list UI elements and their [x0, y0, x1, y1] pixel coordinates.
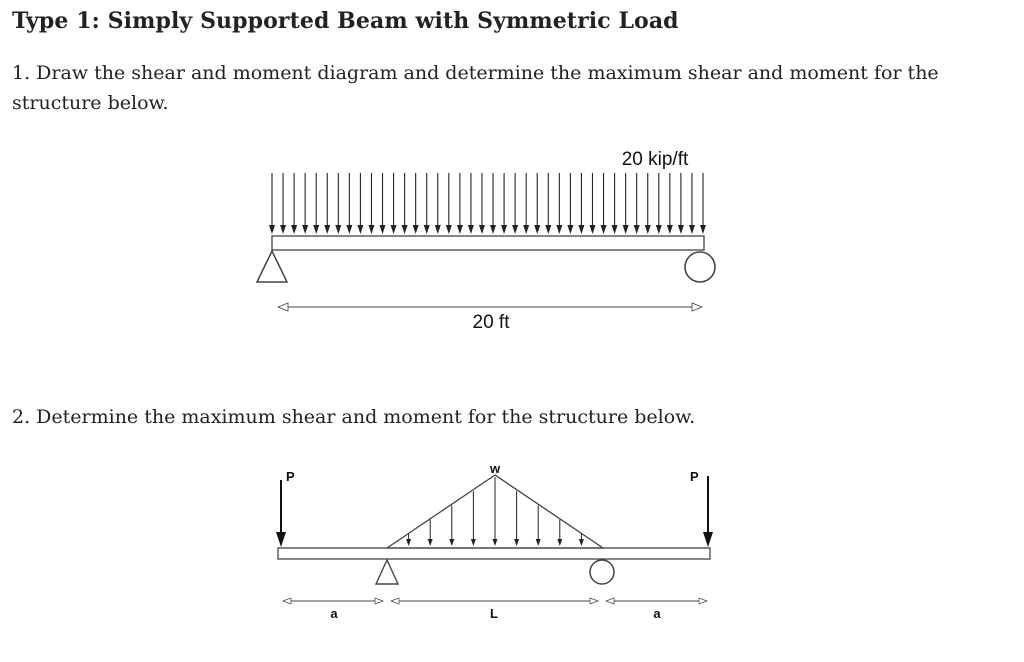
dimension-lines-2: [283, 598, 707, 604]
pin-support-2: [376, 560, 398, 584]
beam-2: [278, 548, 710, 559]
peak-load-label: w: [489, 461, 501, 476]
problem-2-statement: 2. Determine the maximum shear and moment for the structure below.: [12, 406, 696, 428]
right-point-load-label: P: [690, 469, 699, 484]
problem-1-statement: 1. Draw the shear and moment diagram and determine the maximum shear and moment for the structure below.: [12, 62, 939, 114]
load-label-1: 20 kip/ft: [621, 149, 689, 170]
left-point-load-label: P: [286, 469, 295, 484]
left-point-load-arrow: [276, 480, 286, 547]
span-label-1: 20 ft: [472, 312, 510, 333]
span-label-2: L: [490, 606, 498, 621]
page-title: Type 1: Simply Supported Beam with Symmetric Load: [12, 8, 679, 34]
roller-support-2: [590, 560, 614, 584]
right-overhang-label: a: [653, 606, 661, 621]
right-point-load-arrow: [703, 476, 713, 547]
triangular-load-arrows: [406, 477, 584, 546]
left-overhang-label: a: [330, 606, 338, 621]
